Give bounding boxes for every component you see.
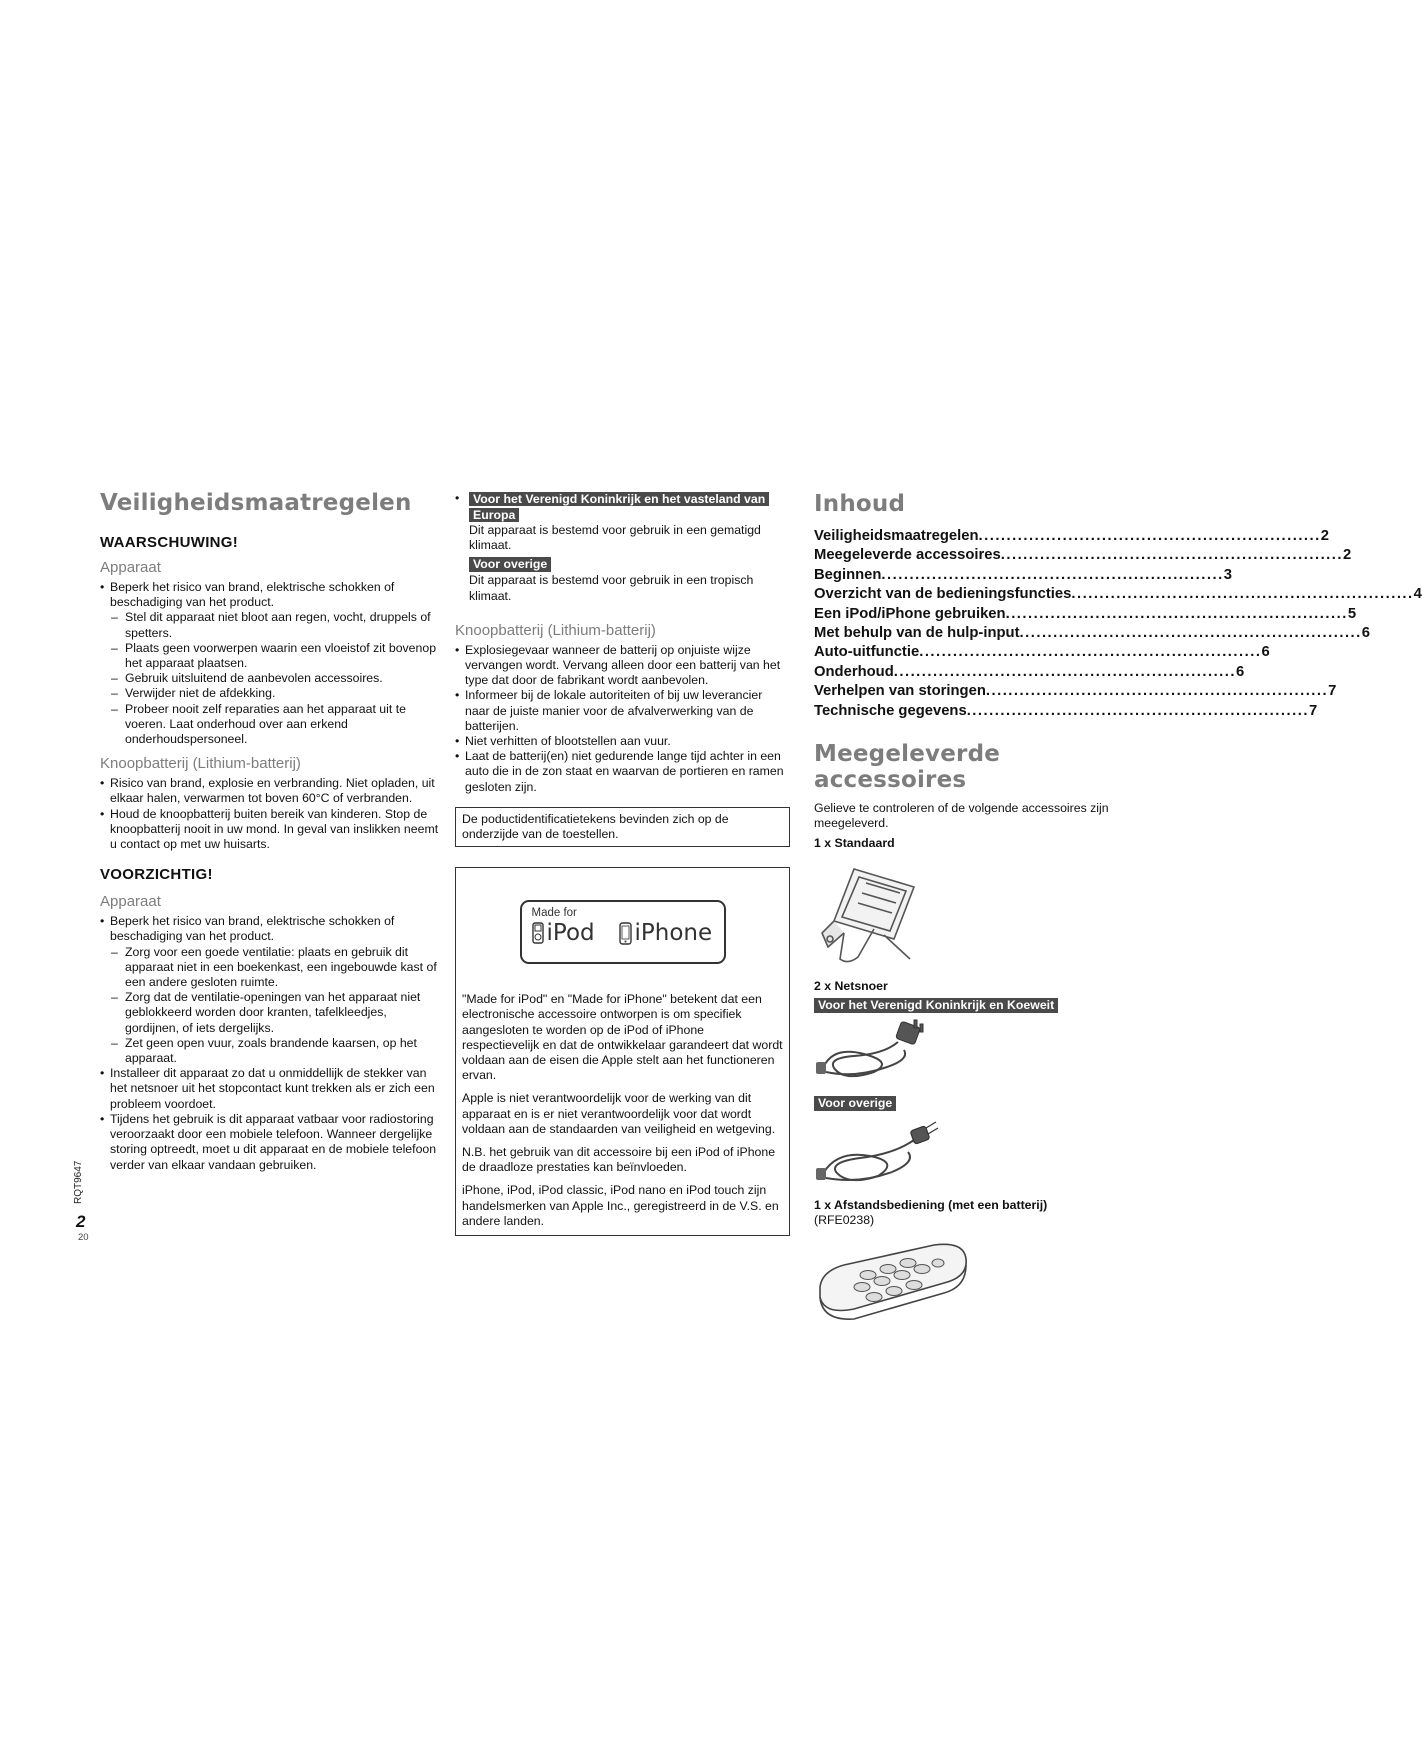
toc-entry-label: Een iPod/iPhone gebruiken xyxy=(814,605,1006,622)
dash-item: – Probeer nooit zelf reparaties aan het apparaat uit te voeren. Laat onderhoud over aan erkend onderhoudspersoneel. xyxy=(111,702,440,748)
toc-entry[interactable] xyxy=(814,605,1357,624)
toc-entry-page: 7 xyxy=(1308,702,1318,719)
remote-illustration xyxy=(814,1237,974,1329)
list-item xyxy=(100,914,440,1066)
tag-other-cord: Voor overige xyxy=(814,1094,1144,1112)
page-title: Veiligheidsmaatregelen xyxy=(100,490,412,516)
ipod-mark xyxy=(532,919,595,946)
toc-entry[interactable] xyxy=(814,585,1422,604)
toc-entry-page: 3 xyxy=(1223,566,1232,583)
logo-iphone-text: iPhone xyxy=(634,920,713,947)
list-item: • Explosiegevaar wanneer de batterij op onjuiste wijze vervangen wordt. Vervang alleen door een batterij van het type dat door de fabrikant wordt aanbevolen. xyxy=(455,643,790,689)
toc-entry[interactable] xyxy=(814,546,1352,565)
list-item: • Risico van brand, explosie en verbranding. Niet opladen, uit elkaar halen, verwarmen tot boven 60°C of verbranden. xyxy=(100,776,440,806)
list-item xyxy=(100,580,440,747)
toc-dot-leader: ............................................................. xyxy=(893,663,1237,680)
item-remote-label: 1 x Afstandsbediening (met een batterij) xyxy=(814,1198,1048,1213)
toc-dot-leader: ............................................................. xyxy=(1005,605,1348,622)
toc-dot-leader: ............................................................. xyxy=(1071,586,1414,603)
toc-dot-leader: ............................................................. xyxy=(881,566,1224,583)
power-cord-uk-illustration xyxy=(814,1016,934,1088)
toc-entry[interactable] xyxy=(814,527,1329,546)
dash-list xyxy=(110,610,440,747)
toc-dot-leader: ............................................................. xyxy=(978,528,1321,544)
toc-dot-leader: ............................................................. xyxy=(1019,625,1362,642)
toc-entry-page: 2 xyxy=(1320,528,1329,544)
toc-entry-label: Veiligheidsmaatregelen xyxy=(814,528,979,544)
product-id-box: De poductidentificatietekens bevinden zich op de onderzijde van de toestellen. xyxy=(455,807,790,847)
toc-entry-page: 5 xyxy=(1347,605,1357,622)
item-cord-label: 2 x Netsnoer xyxy=(814,979,888,994)
apparaat-heading: Apparaat xyxy=(100,559,161,576)
bullet-dot: • xyxy=(455,491,460,505)
toc-dot-leader: ............................................................. xyxy=(966,702,1309,719)
dash-item: – Zorg dat de ventilatie-openingen van het apparaat niet geblokkeerd worden door kranten, tafelkleedjes, gordijnen, of iets dergelijks. xyxy=(111,990,440,1036)
accessories-title: Meegeleverde accessoires xyxy=(814,741,1001,794)
toc-entry-label: Meegeleverde accessoires xyxy=(814,547,1001,564)
toc-title: Inhoud xyxy=(814,491,906,517)
caution-heading: VOORZICHTIG! xyxy=(100,866,213,884)
climate-notice xyxy=(455,491,790,604)
iphone-mark xyxy=(619,922,713,945)
dash-list xyxy=(110,945,440,1067)
battery-list-mid xyxy=(455,643,790,795)
toc-entry[interactable] xyxy=(814,643,1270,662)
dash-item: – Stel dit apparaat niet bloot aan regen, vocht, druppels of spetters. xyxy=(111,610,440,640)
tag-other: Voor overige xyxy=(469,555,790,573)
list-item: • Houd de knoopbatterij buiten bereik van kinderen. Stop de knoopbatterij nooit in uw mond. In geval van inslikken neemt u contact op met uw huisarts. xyxy=(100,807,440,853)
battery-heading: Knoopbatterij (Lithium-batterij) xyxy=(100,755,301,773)
apple-paragraph: iPhone, iPod, iPod classic, iPod nano en iPod touch zijn handelsmerken van Apple Inc., geregistreerd in de V.S. en andere landen. xyxy=(462,1183,779,1228)
tag-uk-europe: Voor het Verenigd Koninkrijk en het vasteland van Europa xyxy=(469,491,790,523)
battery-heading-mid: Knoopbatterij (Lithium-batterij) xyxy=(455,621,656,639)
toc-entry-page: 6 xyxy=(1361,625,1371,642)
stand-illustration xyxy=(814,859,924,967)
list-item-text: Beperk het risico van brand, elektrische schokken of beschadiging van het product. xyxy=(110,914,395,944)
toc-entry-page: 7 xyxy=(1328,683,1337,700)
toc-entry-page: 6 xyxy=(1261,644,1270,661)
apparaat2-list xyxy=(100,914,440,1172)
logo-made-for: Made for xyxy=(531,907,577,920)
climate-tropical-text: Dit apparaat is bestemd voor gebruik in een tropisch klimaat. xyxy=(469,573,754,603)
document-code: RQT9647 xyxy=(73,1160,84,1204)
toc-dot-leader: ............................................................. xyxy=(985,683,1329,700)
table-of-contents xyxy=(814,527,1422,721)
dash-item: – Zorg voor een goede ventilatie: plaats en gebruik dit apparaat niet in een boekenkast, een ingebouwde kast of een andere gesloten ruimte. xyxy=(111,945,440,991)
toc-entry-label: Beginnen xyxy=(814,566,882,583)
page-sub-number: 20 xyxy=(78,1232,89,1243)
list-item: • Installeer dit apparaat zo dat u onmiddellijk de stekker van het netsnoer uit het stopcontact kunt trekken als er zich een probleem voordoet. xyxy=(100,1066,440,1112)
list-item: • Laat de batterij(en) niet gedurende lange tijd achter in een auto die in de zon staat en waarvan de portieren en ramen gesloten zijn. xyxy=(455,749,790,795)
dash-item: – Plaats geen voorwerpen waarin een vloeistof zit bovenop het apparaat plaatsen. xyxy=(111,641,440,671)
remote-code: (RFE0238) xyxy=(814,1213,875,1228)
list-item: • Niet verhitten of blootstellen aan vuur. xyxy=(455,734,790,749)
toc-entry-page: 4 xyxy=(1413,586,1422,603)
logo-ipod-text: iPod xyxy=(546,919,595,946)
toc-entry[interactable] xyxy=(814,682,1337,701)
climate-temperate-text: Dit apparaat is bestemd voor gebruik in een gematigd klimaat. xyxy=(469,523,761,553)
list-item-text: Beperk het risico van brand, elektrische schokken of beschadiging van het product. xyxy=(110,580,395,610)
right-column xyxy=(814,491,1422,1329)
toc-entry-page: 2 xyxy=(1343,547,1352,564)
apple-paragraph: N.B. het gebruik van dit accessoire bij een iPod of iPhone de draadloze prestaties kan beïnvloeden. xyxy=(462,1145,776,1175)
list-item: • Tijdens het gebruik is dit apparaat vatbaar voor radiostoring veroorzaakt door een mobiele telefoon. Wanneer dergelijke storing optreedt, moet u dit apparaat en de mobiele telefoon verder van elkaar vandaan gebruiken. xyxy=(100,1112,440,1173)
toc-entry-label: Auto-uitfunctie xyxy=(814,644,920,661)
warning-heading: WAARSCHUWING! xyxy=(100,534,239,551)
apparaat-list xyxy=(100,580,440,747)
toc-entry[interactable] xyxy=(814,566,1232,585)
ipod-icon xyxy=(532,922,544,944)
toc-entry-page: 6 xyxy=(1236,663,1245,680)
toc-entry-label: Overzicht van de bedieningsfuncties xyxy=(814,586,1072,603)
dash-item: – Zet geen open vuur, zoals brandende kaarsen, op het apparaat. xyxy=(111,1036,440,1066)
toc-entry-label: Onderhoud xyxy=(814,663,894,680)
iphone-icon xyxy=(619,922,632,945)
apple-box xyxy=(455,867,790,1236)
power-cord-eu-illustration xyxy=(814,1114,944,1190)
toc-dot-leader: ............................................................. xyxy=(1000,547,1344,564)
made-for-logo xyxy=(520,900,726,964)
page-number: 2 xyxy=(76,1212,86,1231)
toc-entry[interactable] xyxy=(814,624,1371,643)
toc-entry[interactable] xyxy=(814,663,1245,682)
dash-item: – Gebruik uitsluitend de aanbevolen accessoires. xyxy=(111,671,440,686)
battery-list xyxy=(100,776,440,852)
toc-entry-label: Technische gegevens xyxy=(814,702,967,719)
toc-entry-label: Verhelpen van storingen xyxy=(814,683,986,700)
toc-entry-label: Met behulp van de hulp-input xyxy=(814,625,1020,642)
tag-uk-kuwait: Voor het Verenigd Koninkrijk en Koeweit xyxy=(814,996,1144,1014)
left-column xyxy=(100,490,440,1173)
apparaat2-heading: Apparaat xyxy=(100,893,161,911)
accessories-intro: Gelieve te controleren of de volgende accessoires zijn meegeleverd. xyxy=(814,801,1109,831)
list-item: • Informeer bij de lokale autoriteiten of bij uw leverancier naar de juiste manier voor de afvalverwerking van de batterijen. xyxy=(455,688,790,734)
item-stand-label: 1 x Standaard xyxy=(814,836,895,851)
toc-dot-leader: ............................................................. xyxy=(919,644,1262,661)
middle-column xyxy=(455,491,790,1236)
dash-item: – Verwijder niet de afdekking. xyxy=(111,686,440,701)
apple-paragraph: "Made for iPod" en "Made for iPhone" betekent dat een electronische accessoire ontworpen is om specifiek aangesloten te worden op de iPod of iPhone respectievelijk en dat de ontwikkelaar garandeert dat wordt voldaan aan de eisen die Apple stelt aan het functioneren ervan. xyxy=(462,992,783,1083)
toc-entry[interactable] xyxy=(814,702,1318,721)
apple-paragraph: Apple is niet verantwoordelijk voor de werking van dit apparaat en is er niet verantwoordelijk voor dat wordt voldaan aan de standaarden van veiligheid en wetgeving. xyxy=(462,1091,776,1136)
